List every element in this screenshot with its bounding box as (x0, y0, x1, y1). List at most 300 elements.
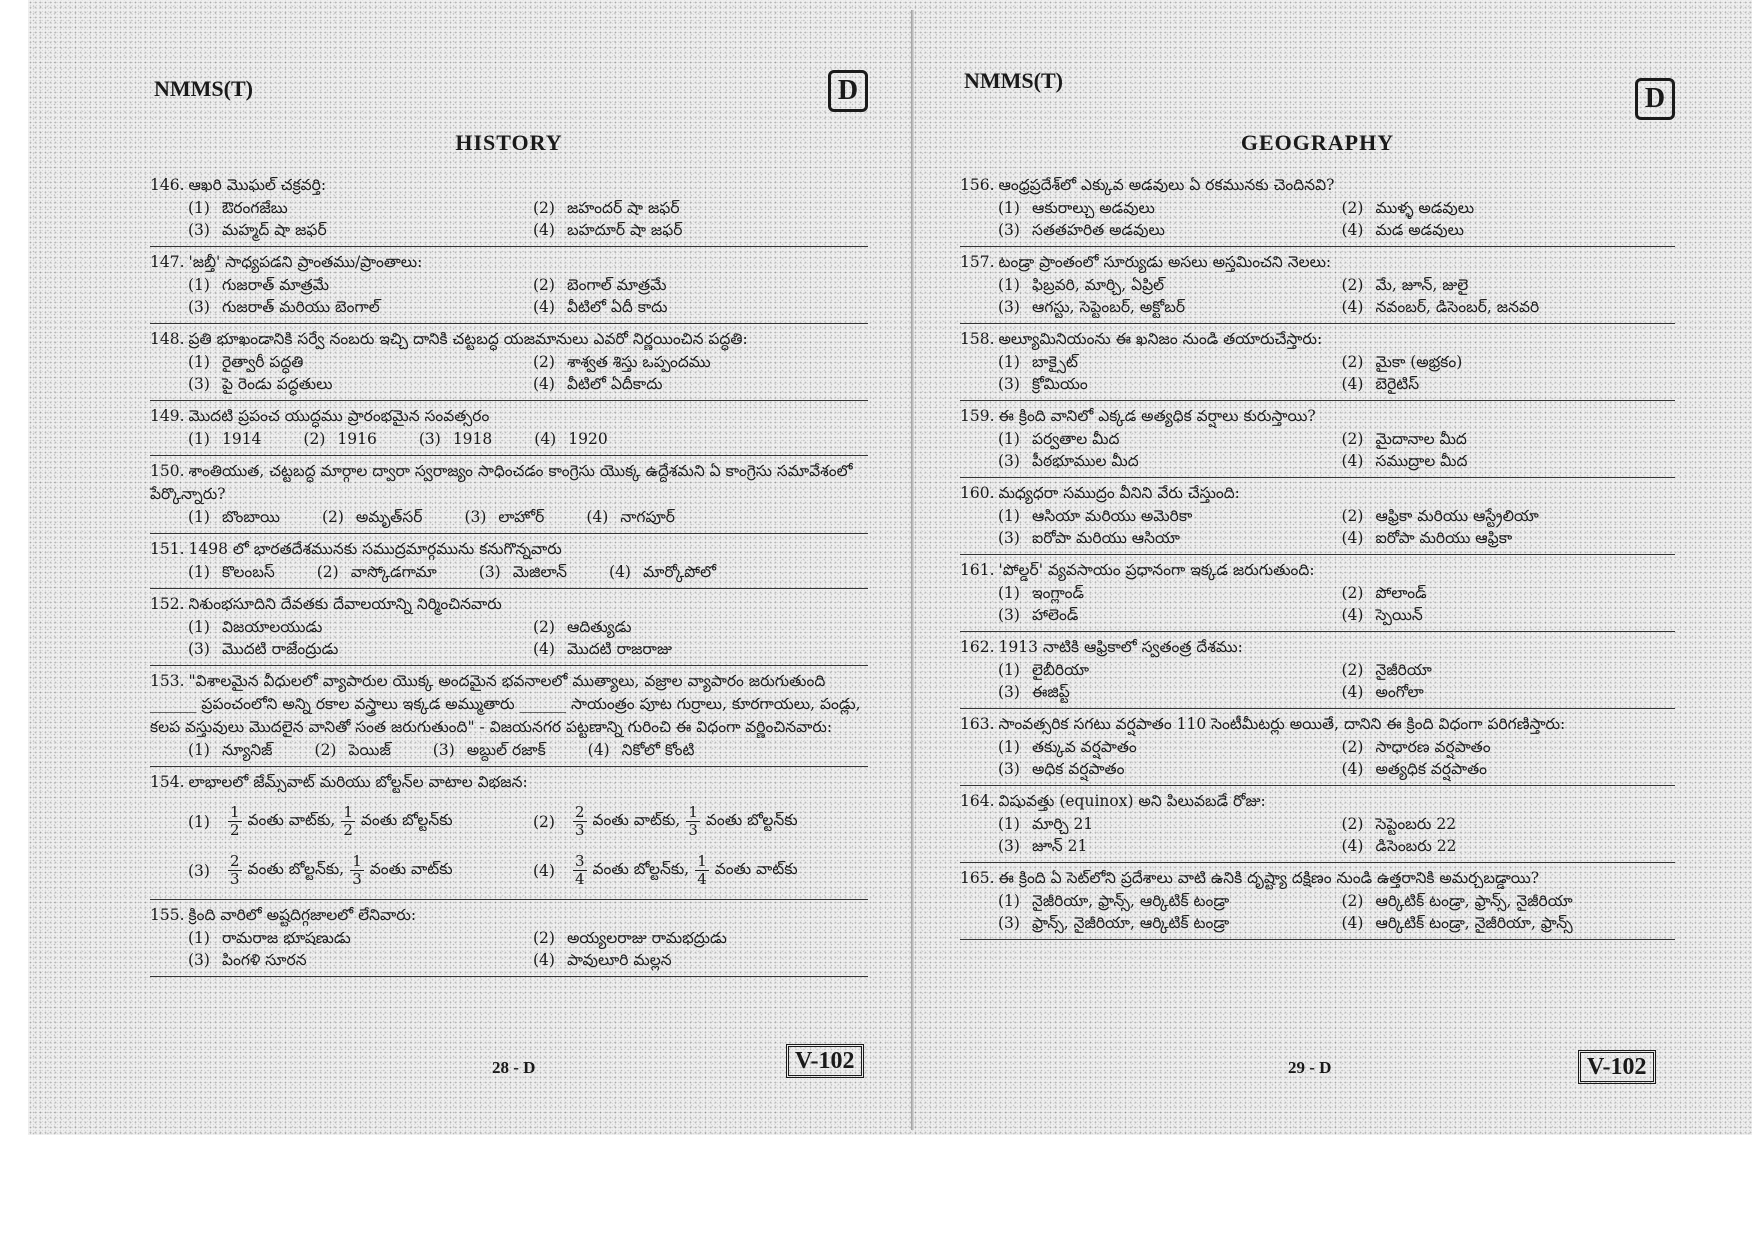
page-header (150, 60, 868, 110)
option-text: డిసెంబరు 22 (1375, 837, 1457, 855)
option (464, 506, 544, 528)
question-text: ఈ క్రింది వానిలో ఎక్కడ అత్యధిక వర్షాలు కురుస్తాయి? (998, 407, 1316, 425)
subject-title: GEOGRAPHY (1240, 130, 1395, 155)
option (188, 561, 275, 583)
option-label: (3) (418, 430, 441, 448)
option (188, 616, 523, 638)
option (188, 638, 523, 660)
question-number: 162. (960, 638, 995, 656)
question-number: 158. (960, 330, 995, 348)
option (998, 890, 1332, 912)
question-text: క్రింది వారిలో అష్టదిగ్గజాలలో లేనివారు: (188, 906, 417, 924)
option (303, 428, 376, 450)
option (998, 450, 1332, 472)
option-text: వంతు వాట్‌కు, (592, 810, 681, 829)
option-text: ఆసియా మరియు అమెరికా (1031, 507, 1193, 525)
option-text: ఆకురాల్చు అడవులు (1031, 199, 1155, 217)
question-number: 149. (150, 407, 185, 425)
option-text: లాహోర్ (498, 508, 545, 526)
fraction: $\frac{1}{3}$ (688, 803, 698, 839)
options (150, 739, 868, 761)
fraction: $\frac{1}{3}$ (352, 852, 362, 888)
question-text: విషువత్తు (equinox) అని పిలువబడే రోజు: (998, 792, 1266, 810)
option (1342, 582, 1676, 604)
option (315, 739, 391, 761)
option-label: (2) (303, 430, 326, 448)
option-text: మొదటి రాజేంద్రుడు (221, 640, 339, 658)
question-number: 152. (150, 595, 185, 613)
question-list (150, 170, 868, 767)
option (479, 561, 567, 583)
option (1342, 373, 1676, 395)
question-147 (150, 247, 868, 324)
option-text: ఆర్కిటిక్ టండ్రా, ఫ్రాన్స్, నైజీరియా (1375, 892, 1573, 910)
option (998, 681, 1332, 703)
question-number: 148. (150, 330, 185, 348)
option (188, 804, 523, 839)
question-148 (150, 324, 868, 401)
option-text: స్పెయిన్ (1375, 606, 1423, 624)
question-number: 150. (150, 462, 185, 480)
question-number: 147. (150, 253, 185, 271)
option-text: వంతు బోల్టన్‌కు, (592, 859, 690, 878)
option (998, 604, 1332, 626)
question-number: 153. (150, 672, 185, 690)
question-text: 1913 నాటికి ఆఫ్రికాలో స్వతంత్ర దేశము: (998, 638, 1243, 656)
question-number: 165. (960, 869, 995, 887)
option (533, 197, 868, 219)
option-label: (2) (1341, 661, 1364, 679)
option-text: వీటిలో ఏదీ కాదు (566, 298, 668, 316)
option-text: సెప్టెంబరు 22 (1375, 815, 1457, 833)
question-text: 1498 లో భారతదేశమునకు సముద్రమార్గమును కనుగొన్నవారు (188, 540, 562, 558)
option-label: (3) (464, 508, 487, 526)
option (188, 197, 523, 219)
option: (4) పావులూరి మల్లన (533, 951, 672, 969)
option (433, 739, 546, 761)
option (1342, 219, 1676, 241)
options (960, 582, 1675, 626)
option (586, 506, 675, 528)
options (150, 274, 868, 318)
options (960, 274, 1675, 318)
option-label: (3) (998, 914, 1020, 932)
question-151 (150, 534, 868, 589)
option-text: వంతు బోల్టన్‌కు (360, 810, 453, 829)
option (998, 296, 1332, 318)
options (150, 506, 868, 528)
option-text: మార్కోపోలో (642, 563, 717, 581)
option (1342, 505, 1676, 527)
option (998, 527, 1332, 549)
question-number: 164. (960, 792, 995, 810)
option-text: ఆఫ్రికా మరియు ఆస్ట్రేలియా (1375, 507, 1539, 525)
option-text: మొదటి రాజరాజు (566, 640, 672, 658)
option-label: (1) (188, 199, 210, 217)
option-text: ఔరంగజేబు (221, 199, 288, 217)
page-fold (911, 10, 914, 1130)
set-badge: D (828, 70, 868, 112)
question-160 (960, 478, 1675, 555)
option (533, 616, 868, 638)
question-text: అల్యూమినియంను ఈ ఖనిజం నుండి తయారుచేస్తారు: (998, 330, 1323, 348)
question-number: 154. (150, 773, 185, 791)
option-text: పోలాండ్ (1375, 584, 1427, 602)
set-badge: D (1635, 78, 1675, 120)
option-label: (4) (609, 563, 631, 581)
options (960, 813, 1675, 857)
option (588, 739, 695, 761)
option (188, 351, 523, 373)
question-text: టండ్రా ప్రాంతంలో సూర్యుడు అసలు అస్తమించని నెలలు: (998, 253, 1332, 271)
page-number: 28 - D (492, 1058, 536, 1077)
question-149 (150, 401, 868, 456)
option-text: గుజరాత్ మాత్రమే (221, 276, 330, 294)
option-text: కొలంబస్ (221, 563, 275, 581)
option (188, 853, 523, 888)
option-label: (2) (533, 353, 555, 371)
question-number: 159. (960, 407, 995, 425)
question-list (960, 170, 1675, 940)
question-number: 157. (960, 253, 995, 271)
option-label: (1) (188, 430, 210, 448)
option-text: అమృత్‌సర్ (355, 508, 423, 526)
option-text: అధిక వర్షపాతం (1031, 760, 1125, 778)
option-label: (4) (1341, 837, 1364, 855)
question-150 (150, 456, 868, 534)
option (998, 219, 1332, 241)
option (1342, 428, 1676, 450)
fraction: $\frac{2}{3}$ (574, 803, 585, 839)
question-165 (960, 863, 1675, 940)
options (960, 197, 1675, 241)
option (188, 274, 523, 296)
question-159 (960, 401, 1675, 478)
option-text: పై రెండు పద్ధతులు (221, 375, 333, 393)
option (188, 219, 523, 241)
option-label: (4) (533, 640, 555, 658)
option (998, 736, 1332, 758)
page-header (960, 60, 1675, 114)
option-text: మైకా (అభ్రకం) (1375, 353, 1463, 371)
option-label: (4) (1341, 298, 1364, 316)
options (960, 351, 1675, 395)
option (317, 561, 437, 583)
question-154 (150, 767, 868, 900)
options (960, 505, 1675, 549)
option (1342, 890, 1676, 912)
options (150, 197, 868, 241)
option-text: తక్కువ వర్షపాతం (1031, 738, 1137, 756)
option (998, 582, 1332, 604)
question-number: 151. (150, 540, 185, 558)
option (1342, 197, 1676, 219)
option (998, 351, 1332, 373)
option-text: గుజరాత్ మరియు బెంగాల్ (221, 298, 380, 316)
option (533, 219, 868, 241)
option-label: (1) (188, 618, 210, 636)
option-text: బొంబాయి (221, 508, 280, 526)
option-label: (4) (533, 861, 555, 880)
question-text: లాభాలలో జేమ్స్‌వాట్ మరియు బోల్టన్‌ల వాటాల విభజన: (188, 773, 528, 791)
exam-code: NMMS(T) (964, 68, 1063, 93)
option-label: (4) (1341, 914, 1364, 932)
fraction: $\frac{1}{2}$ (229, 803, 240, 839)
option-text: మార్చి 21 (1031, 815, 1094, 833)
option-label: (1) (998, 661, 1020, 679)
option-label: (4) (1341, 221, 1364, 239)
option (188, 428, 261, 450)
option-text: వంతు వాట్‌కు (714, 859, 798, 878)
option: (2) అయ్యలరాజు రామభద్రుడు (533, 929, 727, 947)
option-label: (4) (1341, 452, 1364, 470)
option-label: (3) (998, 221, 1020, 239)
question-text: ప్రతి భూఖండానికి సర్వే నంబరు ఇచ్చి దానికి చట్టబద్ధ యజమానులు ఎవరో నిర్ణయించిన పద్ధతి: (188, 330, 748, 348)
option-label: (2) (1341, 815, 1364, 833)
question-text: "విశాలమైన వీధులలో వ్యాపారుల యొక్క అందమైన భవనాలలో ముత్యాలు, వజ్రాల వ్యాపారం జరుగుతుంది ______ ప్రపంచంలోని అన్ని రకాల వస్త్రాలు ఇక్కడ అమ్ముతారు ______ సాయంత్రం పూట గుర్రాలు, కూరగాయలు, పండ్లు, కలప వస్తువులు మొదలైన వానితో సంత జరుగుతుంది" - విజయనగర పట్టణాన్ని గురించి ఈ విధంగా వర్ణించినవారు: (150, 672, 861, 736)
option-label: (1) (188, 812, 210, 831)
question-161 (960, 555, 1675, 632)
option-text: నికోలో కోంటి (621, 741, 695, 759)
option-label: (2) (533, 618, 555, 636)
question-text: 'పోల్డర్' వ్యవసాయం ప్రధానంగా ఇక్కడ జరుగుతుంది: (998, 561, 1315, 579)
question-text: మధ్యధరా సముద్రం వీనిని వేరు చేస్తుంది: (998, 484, 1240, 502)
option (998, 428, 1332, 450)
option-label: (3) (432, 741, 455, 759)
option (533, 373, 868, 395)
options (150, 351, 868, 395)
option-label: (3) (188, 861, 210, 880)
question-text: నిశుంభసూదిని దేవతకు దేవాలయాన్ని నిర్మించినవారు (188, 595, 502, 613)
option (998, 758, 1332, 780)
option (1342, 351, 1676, 373)
option (188, 296, 523, 318)
option-text: వీటిలో ఏదీకాదు (566, 375, 663, 393)
option-label: (2) (1341, 430, 1364, 448)
left-page (150, 60, 868, 977)
option (1342, 681, 1676, 703)
option (1342, 813, 1676, 835)
option (998, 197, 1332, 219)
option-label: (2) (1341, 584, 1364, 602)
option-text: ఐరోపా మరియు ఆఫ్రికా (1375, 529, 1513, 547)
fraction: $\frac{3}{4}$ (574, 852, 585, 888)
option (1342, 912, 1676, 934)
option-label: (1) (188, 563, 210, 581)
option (998, 505, 1332, 527)
option-label: (1) (998, 738, 1020, 756)
question-163 (960, 709, 1675, 786)
option-text: మహ్మద్ షా జఫర్ (221, 221, 327, 239)
question-158 (960, 324, 1675, 401)
option-text: మైదానాల మీద (1375, 430, 1467, 448)
option-text: ఐరోపా మరియు ఆసియా (1031, 529, 1180, 547)
option-label: (3) (478, 563, 501, 581)
option-label: (3) (188, 298, 210, 316)
options (960, 428, 1675, 472)
option-label: (1) (998, 507, 1020, 525)
option-label: (4) (1341, 683, 1364, 701)
option-label: (1) (188, 276, 210, 294)
option-text: జహందర్ షా జఫర్ (566, 199, 680, 217)
fraction-options (150, 804, 868, 888)
option-label: (4) (1341, 529, 1364, 547)
option-label: (4) (533, 298, 555, 316)
option (998, 373, 1332, 395)
option-text: నవంబర్, డిసెంబర్, జనవరి (1375, 298, 1540, 316)
option-text: ఫ్రాన్స్, నైజీరియా, ఆర్కిటిక్ టండ్రా (1031, 914, 1230, 932)
option (419, 428, 492, 450)
option-text: వంతు వాట్‌కు, (247, 810, 336, 829)
fraction: $\frac{2}{3}$ (229, 852, 240, 888)
options (150, 561, 868, 583)
option: (3) పింగళి సూరన (188, 951, 307, 969)
option-label: (3) (998, 760, 1020, 778)
option-label: (3) (998, 837, 1020, 855)
option-label: (2) (1341, 353, 1364, 371)
page-number: 29 - D (1288, 1058, 1332, 1077)
question-146 (150, 170, 868, 247)
option-label: (4) (1341, 375, 1364, 393)
question-155 (150, 900, 868, 977)
option-label: (1) (188, 353, 210, 371)
option-label: (4) (587, 741, 610, 759)
option-text: అత్యధిక వర్షపాతం (1375, 760, 1488, 778)
option-text: సాధారణ వర్షపాతం (1375, 738, 1491, 756)
option (1342, 736, 1676, 758)
question-156 (960, 170, 1675, 247)
option (1342, 296, 1676, 318)
option-text: మడ అడవులు (1375, 221, 1464, 239)
option-text: అంగోలా (1375, 683, 1424, 701)
option (1342, 274, 1676, 296)
option-label: (3) (998, 298, 1020, 316)
option-text: బెరైటిస్ (1375, 375, 1420, 393)
option (1342, 835, 1676, 857)
question-text: ఆఖరి మొఘల్ చక్రవర్తి: (188, 176, 327, 194)
option-label: (3) (188, 221, 210, 239)
option-label: (1) (188, 741, 210, 759)
option-text: అబ్దుల్ రజాక్ (466, 741, 546, 759)
option-text: విజయాలయుడు (221, 618, 323, 636)
option: (1) రామరాజ భూషణుడు (188, 929, 351, 947)
option-text: సముద్రాల మీద (1375, 452, 1468, 470)
option-text: హాలెండ్ (1031, 606, 1079, 624)
options (960, 659, 1675, 703)
paper-code: V-102 (786, 1044, 864, 1078)
option-label: (1) (998, 892, 1020, 910)
option (1342, 758, 1676, 780)
option-text: లైబీరియా (1031, 661, 1090, 679)
option (188, 373, 523, 395)
option-label: (4) (533, 375, 555, 393)
option (533, 296, 868, 318)
option-text: న్యూనిజ్ (221, 741, 273, 759)
option-label: (4) (1341, 606, 1364, 624)
question-text: సాంవత్సరిక సగటు వర్షపాతం 110 సెంటీమీటర్లు అయితే, దానిని ఈ క్రింది విధంగా పరిగణిస్తారు: (998, 715, 1566, 733)
option-text: శాశ్వత శిస్తు ఒప్పందము (566, 353, 711, 371)
option (998, 813, 1332, 835)
option (1342, 659, 1676, 681)
option-label: (2) (316, 563, 339, 581)
option-text: 1914 (221, 430, 262, 448)
option (188, 506, 280, 528)
option (533, 351, 868, 373)
option-label: (2) (533, 276, 555, 294)
exam-code: NMMS(T) (154, 76, 253, 101)
option-text: బహదూర్ షా జఫర్ (566, 221, 683, 239)
option-label: (3) (998, 683, 1020, 701)
option-text: పీఠభూముల మీద (1031, 452, 1139, 470)
question-text: శాంతియుత, చట్టబద్ధ మార్గాల ద్వారా స్వరాజ్యం సాధించడం కాంగ్రెసు యొక్క ఉద్దేశమని ఏ కాంగ్రెసు సమావేశంలో పేర్కొన్నారు? (150, 462, 853, 503)
option-label: (2) (1341, 507, 1364, 525)
option-text: 1916 (337, 430, 377, 448)
option-label: (1) (998, 353, 1020, 371)
option-text: ఇంగ్లాండ్ (1031, 584, 1084, 602)
question-text: 'జబ్తీ' సాధ్యపడని ప్రాంతము/ప్రాంతాలు: (188, 253, 423, 271)
option-label: (4) (533, 221, 555, 239)
option (998, 274, 1332, 296)
fraction: $\frac{1}{4}$ (697, 852, 707, 888)
question-153 (150, 666, 868, 767)
option (322, 506, 423, 528)
option-text: బాక్సైట్ (1031, 353, 1078, 371)
question-162 (960, 632, 1675, 709)
option-label: (2) (533, 812, 555, 831)
option-text: వంతు బోల్టన్‌కు (705, 810, 798, 829)
option-label: (1) (998, 430, 1020, 448)
option-text: పెయిజ్ (348, 741, 391, 759)
option-label: (1) (998, 199, 1020, 217)
option-label: (1) (998, 815, 1020, 833)
question-number: 161. (960, 561, 995, 579)
paper-code: V-102 (1578, 1050, 1656, 1084)
option-label: (4) (1341, 760, 1364, 778)
question-152 (150, 589, 868, 666)
question-text: ఈ క్రింది ఏ సెట్‌లోని ప్రదేశాలు వాటి ఉనికి దృష్ట్యా దక్షిణం నుండి ఉత్తరానికి అమర్చబడ్డాయి? (998, 869, 1540, 887)
option-label: (1) (188, 508, 210, 526)
options (150, 616, 868, 660)
fraction: $\frac{1}{2}$ (343, 803, 353, 839)
option-label: (3) (998, 529, 1020, 547)
option (998, 659, 1332, 681)
option-text: నాగపూర్ (620, 508, 675, 526)
question-number: 155. (150, 906, 185, 924)
option-label: (4) (534, 430, 557, 448)
option (998, 835, 1332, 857)
option-text: సతతహరిత అడవులు (1031, 221, 1165, 239)
question-164 (960, 786, 1675, 863)
option-text: ఈజిప్ట్ (1031, 683, 1070, 701)
option (534, 428, 607, 450)
question-number: 160. (960, 484, 995, 502)
subject-title: HISTORY (455, 130, 563, 155)
option-text: నైజీరియా, ఫ్రాన్స్, ఆర్కిటిక్ టండ్రా (1031, 892, 1230, 910)
option-text: మే, జూన్, జులై (1375, 276, 1469, 294)
question-157 (960, 247, 1675, 324)
option-label: (4) (586, 508, 609, 526)
option (188, 739, 273, 761)
option-label: (3) (998, 606, 1020, 624)
option-text: ఆర్కిటిక్ టండ్రా, నైజీరియా, ఫ్రాన్స్ (1375, 914, 1573, 932)
option-text: వాస్కోడగామా (350, 563, 437, 581)
option-label: (1) (998, 276, 1020, 294)
option (1342, 450, 1676, 472)
option (533, 638, 868, 660)
option-label: (2) (1341, 892, 1364, 910)
question-number: 163. (960, 715, 995, 733)
option-text: మెజిలాన్ (512, 563, 568, 581)
